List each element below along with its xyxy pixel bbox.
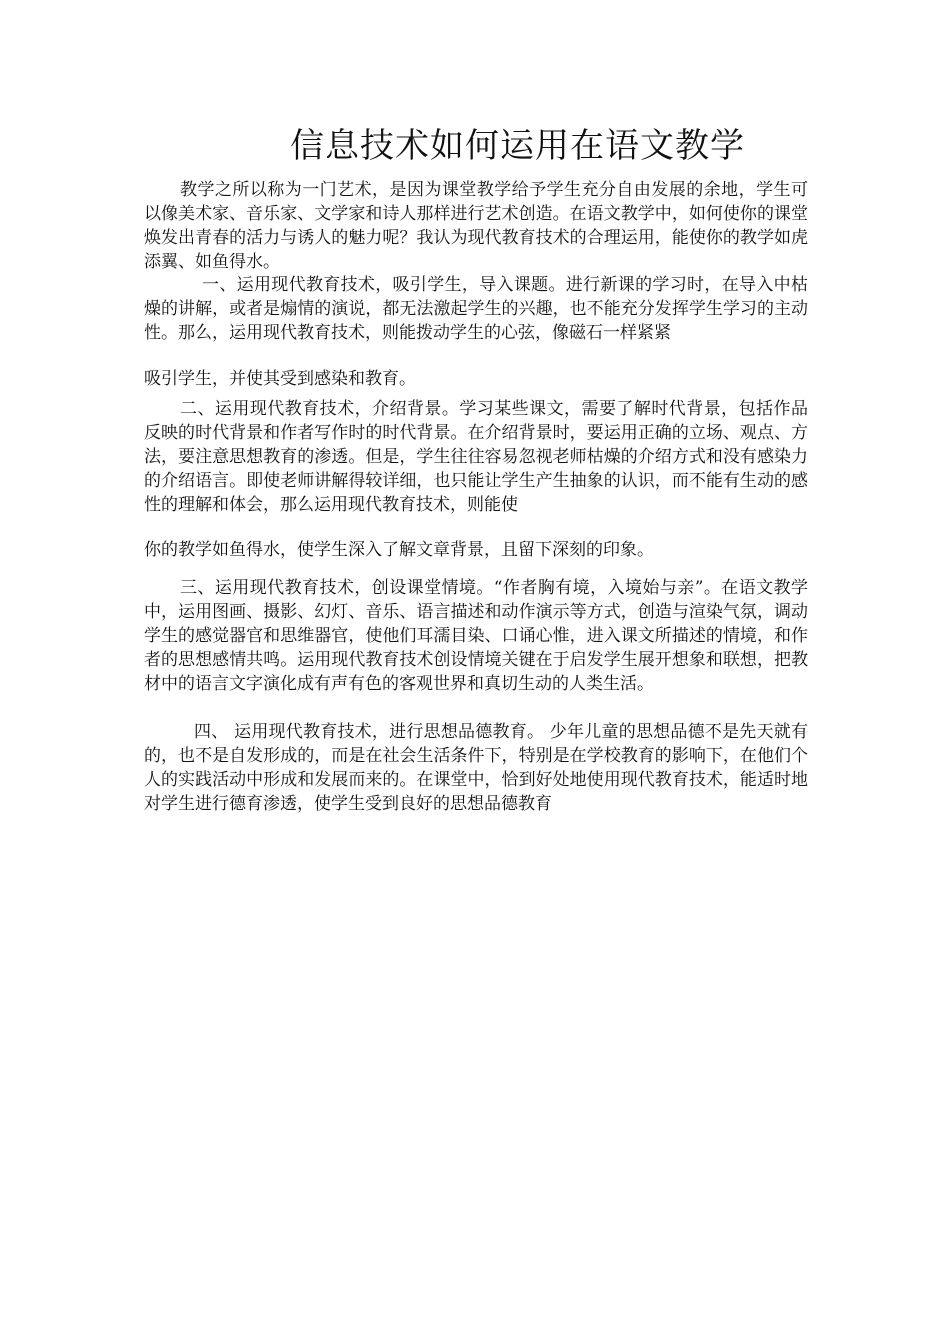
document-title: 信息技术如何运用在语文教学	[290, 126, 745, 166]
section-two-continuation: 你的教学如鱼得水，使学生深入了解文章背景，且留下深刻的印象。	[144, 540, 654, 560]
section-one-paragraph: 一、运用现代教育技术，吸引学生，导入课题。进行新课的学习时，在导入中枯燥的讲解，或者是煽情的演说，都无法激起学生的兴趣，也不能充分发挥学生学习的主动性。那么，运用现代教育技术，则能拨动学生的心弦，像磁石一样紧紧	[144, 275, 808, 343]
section-three-paragraph: 三、运用现代教育技术，创设课堂情境。“作者胸有境，入境始与亲”。在语文教学中，运用图画、摄影、幻灯、音乐、语言描述和动作演示等方式，创造与渲染气氛，调动学生的感觉器官和思维器官，使他们耳濡目染、口诵心惟，进入课文所描述的情境，和作者的思想感情共鸣。运用现代教育技术创设情境关键在于启发学生展开想象和联想，把教材中的语言文字演化成有声有色的客观世界和真切生动的人类生活。	[144, 578, 808, 694]
intro-paragraph: 教学之所以称为一门艺术，是因为课堂教学给予学生充分自由发展的余地，学生可以像美术家、音乐家、文学家和诗人那样进行艺术创造。在语文教学中，如何使你的课堂焕发出青春的活力与诱人的魅力呢？我认为现代教育技术的合理运用，能使你的教学如虎添翼、如鱼得水。	[144, 180, 808, 272]
section-one-continuation: 吸引学生，并使其受到感染和教育。	[144, 369, 416, 389]
section-four-paragraph: 四、 运用现代教育技术，进行思想品德教育。 少年儿童的思想品德不是先天就有的，也不是自发形成的，而是在社会生活条件下，特别是在学校教育的影响下，在他们个人的实践活动中形成和发展而来的。在课堂中，恰到好处地使用现代教育技术，能适时地对学生进行德育渗透，使学生受到良好的思想品德教育	[144, 722, 808, 814]
section-two-paragraph: 二、运用现代教育技术，介绍背景。学习某些课文，需要了解时代背景，包括作品反映的时代背景和作者写作时的时代背景。在介绍背景时，要运用正确的立场、观点、方法，要注意思想教育的渗透。但是，学生往往容易忽视老师枯燥的介绍方式和没有感染力的介绍语言。即使老师讲解得较详细，也只能让学生产生抽象的认识，而不能有生动的感性的理解和体会，那么运用现代教育技术，则能使	[144, 399, 808, 515]
